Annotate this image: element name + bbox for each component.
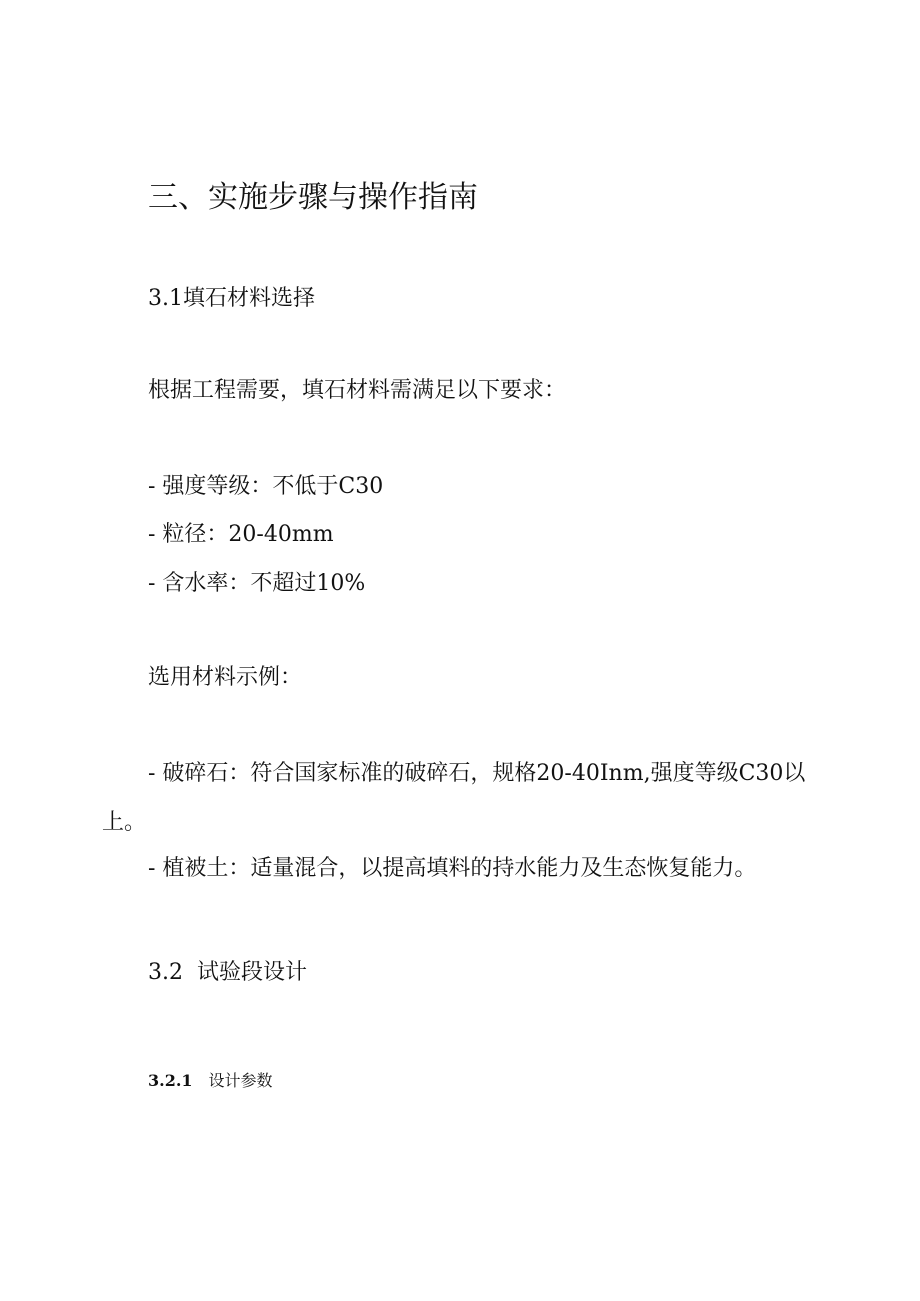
requirements-intro: 根据工程需要，填石材料需满足以下要求： — [148, 378, 567, 403]
requirement-item-moisture: - 含水率：不超过10% — [148, 571, 366, 596]
example-item-vegetation-soil: - 植被土：适量混合，以提高填料的持水能力及生态恢复能力。 — [148, 856, 757, 881]
subsection-title: 设计参数 — [208, 1071, 273, 1090]
section-title: 试验段设计 — [197, 960, 308, 985]
example-item-crushed-stone-continued: 上。 — [102, 810, 147, 835]
requirement-item-strength: - 强度等级：不低于C30 — [148, 474, 384, 499]
section-number: 3.2 — [148, 960, 183, 985]
chapter-heading: 三、实施步骤与操作指南 — [148, 180, 478, 215]
section-heading-3-1: 3.1填石材料选择 — [148, 286, 315, 311]
section-heading-3-2 — [148, 962, 307, 984]
subsection-heading-3-2-1 — [148, 1073, 273, 1089]
examples-label: 选用材料示例： — [148, 665, 303, 690]
subsection-number: 3.2.1 — [148, 1071, 193, 1090]
example-item-crushed-stone: - 破碎石：符合国家标准的破碎石，规格20-40Inm,强度等级C30以 — [148, 761, 806, 786]
requirement-item-grain-size: - 粒径：20-40mm — [148, 522, 334, 547]
